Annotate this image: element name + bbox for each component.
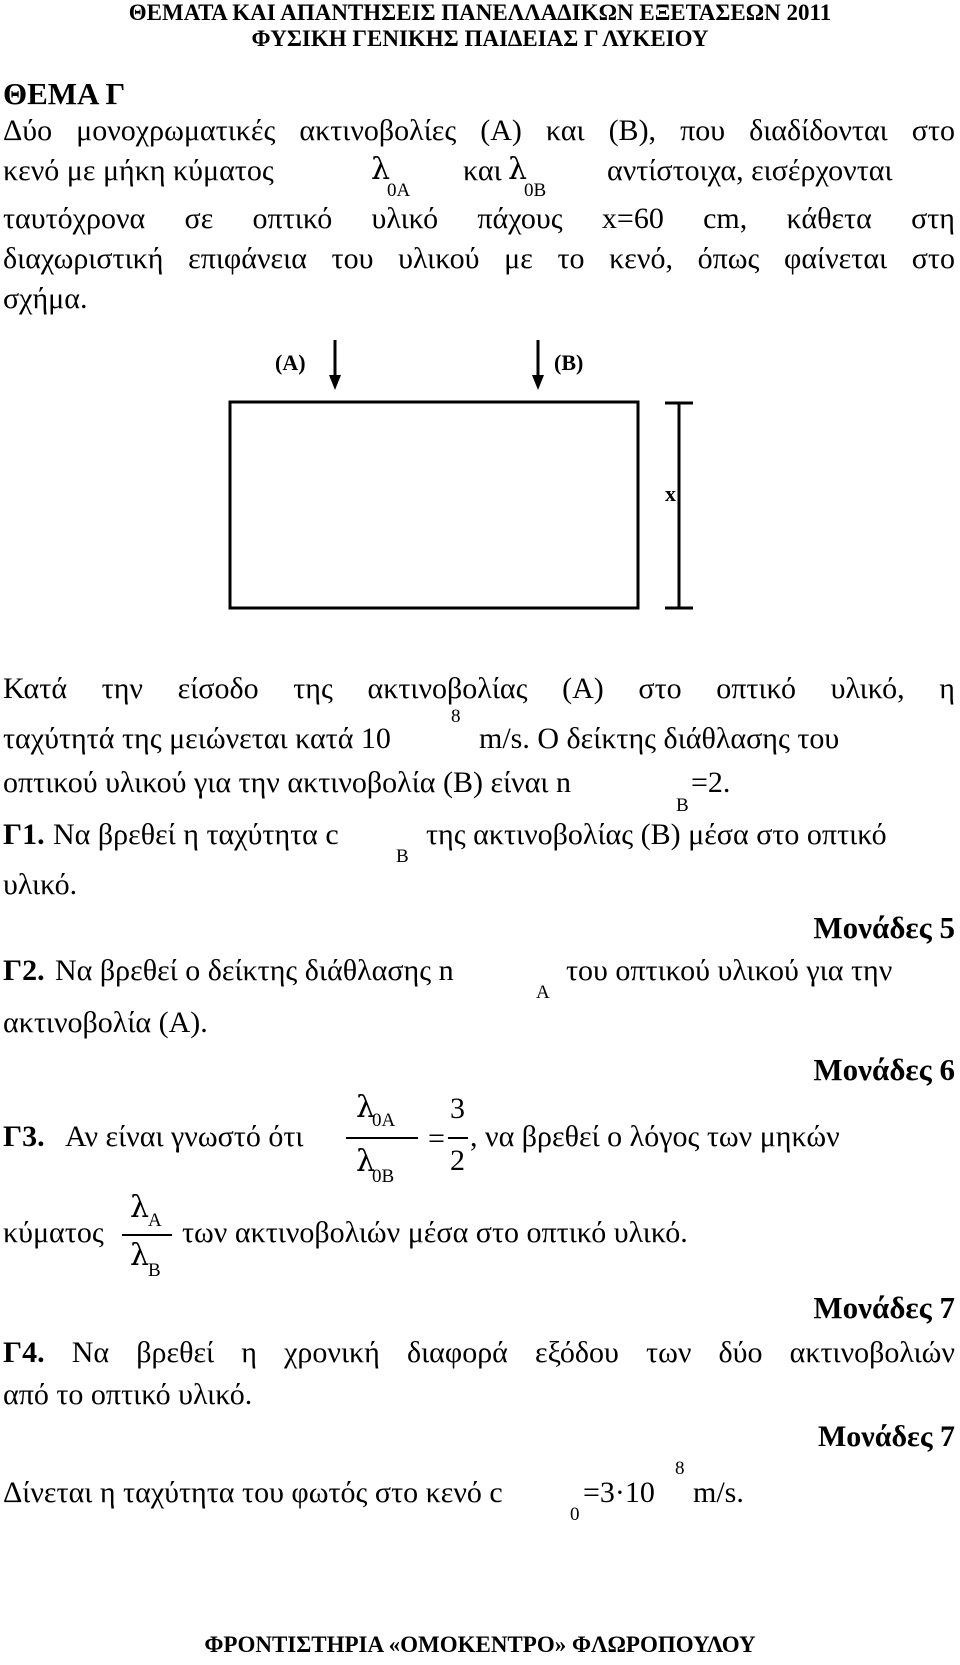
g2-text-b: του οπτικού υλικού για την	[566, 954, 893, 987]
intro-line-4: διαχωριστική επιφάνεια του υλικού με το κενό, όπως φαίνεται στο	[3, 242, 955, 275]
section-title: ΘΕΜΑ Γ	[3, 76, 126, 111]
given-text-b: =3·10	[583, 1476, 655, 1509]
para2-text-b: m/s. Ο δείκτης διάθλασης του	[479, 722, 840, 755]
lambda-symbol: λ	[371, 152, 391, 187]
given-sub-0: 0	[570, 1504, 580, 1525]
subscript-0b: 0B	[524, 180, 547, 201]
label-b: (B)	[554, 350, 584, 375]
footer: ΦΡΟΝΤΙΣΤΗΡΙΑ «ΟΜΟΚΕΝΤΡΟ» ΦΛΩΡΟΠΟΥΛΟΥ	[204, 1632, 756, 1657]
intro-line-2	[3, 152, 955, 201]
g1-line-2: υλικό.	[3, 868, 78, 901]
g3-text-b: , να βρεθεί ο λόγος των μηκών	[470, 1120, 840, 1153]
g1-subscript: B	[396, 846, 409, 867]
para2-line-2	[3, 706, 955, 764]
subscript-0a: 0A	[387, 180, 411, 201]
g2-line-2: ακτινοβολία (Α).	[3, 1006, 208, 1039]
fraction-lambda-den: λ	[356, 1144, 376, 1179]
fraction-2: 2	[450, 1144, 465, 1177]
given-text-c: m/s.	[693, 1476, 744, 1509]
ratio-bar	[122, 1234, 172, 1236]
given-line	[3, 1458, 955, 1525]
g3-number: Γ3.	[3, 1120, 45, 1153]
question-g4	[3, 1338, 955, 1368]
figure-diagram	[0, 340, 960, 630]
label-a: (A)	[275, 350, 306, 375]
lambda-symbol: λ	[508, 152, 528, 187]
intro-line-5: σχήμα.	[3, 282, 88, 315]
ratio-lambda-num: λ	[130, 1190, 150, 1225]
para2-text-c: οπτικού υλικού για την ακτινοβολία (Β) είναι n	[3, 766, 571, 799]
header-line-1: ΘΕΜΑΤΑ ΚΑΙ ΑΠΑΝΤΗΣΕΙΣ ΠΑΝΕΛΛΑΔΙΚΩΝ ΕΞΕΤΑΣΕΩΝ 2011	[128, 0, 832, 25]
fraction-bar	[346, 1137, 418, 1139]
g1-text-a: Να βρεθεί η ταχύτητα c	[53, 818, 339, 851]
intro-text-and: και	[463, 154, 502, 187]
question-g2	[3, 954, 955, 1003]
g2-text-a: Να βρεθεί ο δείκτης διάθλασης n	[55, 954, 454, 987]
g1-text-b: της ακτινοβολίας (Β) μέσα στο οπτικό	[426, 818, 887, 851]
intro-text-c: αντίστοιχα, εισέρχονται	[607, 154, 893, 187]
ratio-lambda-den: λ	[130, 1238, 150, 1273]
given-text-a: Δίνεται η ταχύτητα του φωτός στο κενό c	[3, 1476, 503, 1509]
fraction-3: 3	[450, 1092, 465, 1125]
para2-text-a: ταχύτητά της μειώνεται κατά 10	[3, 722, 391, 755]
g4-text-1: Να βρεθεί η χρονική διαφορά εξόδου των δύο ακτινοβολιών	[71, 1336, 955, 1369]
equals-sign: =	[428, 1122, 445, 1155]
para2-text-d: =2.	[691, 766, 731, 799]
arrow-b-head-icon	[532, 375, 544, 390]
g1-number: Γ1.	[3, 818, 45, 851]
para2-line-1: Κατά την είσοδο της ακτινοβολίας (Α) στο οπτικό υλικό, η	[3, 672, 955, 705]
exponent-8: 8	[451, 706, 461, 727]
arrow-a-head-icon	[329, 375, 341, 390]
g4-number: Γ4.	[3, 1336, 45, 1369]
ratio-sub-b: B	[148, 1260, 161, 1281]
fraction-lambda-num: λ	[356, 1090, 376, 1125]
intro-line-1: Δύο μονοχρωματικές ακτινοβολίες (Α) και (Β), που διαδίδονται στο	[3, 114, 955, 147]
g3-text-c: κύματος	[3, 1216, 104, 1249]
ratio-sub-a: A	[148, 1210, 162, 1231]
g4-line-2: από το οπτικό υλικό.	[3, 1378, 253, 1411]
subscript-b: B	[676, 795, 689, 816]
material-slab	[230, 402, 638, 608]
g2-subscript: A	[536, 982, 550, 1003]
g2-marks: Μονάδες 6	[813, 1052, 955, 1087]
fraction-sub-0a: 0A	[372, 1110, 396, 1131]
g4-marks: Μονάδες 7	[817, 1420, 955, 1453]
given-exp-8: 8	[675, 1458, 685, 1479]
label-x: x	[665, 481, 676, 506]
intro-text-a: κενό με μήκη κύματος	[3, 154, 274, 187]
para2-line-3	[3, 766, 903, 816]
g3-marks: Μονάδες 7	[813, 1290, 955, 1325]
question-g1	[3, 818, 955, 867]
g1-marks: Μονάδες 5	[813, 910, 955, 945]
g3-text-d: των ακτινοβολιών μέσα στο οπτικό υλικό.	[182, 1216, 688, 1249]
g3-text-a: Αν είναι γνωστό ότι	[65, 1120, 304, 1153]
fraction-bar-2	[448, 1137, 468, 1139]
header-line-2: ΦΥΣΙΚΗ ΓΕΝΙΚΗΣ ΠΑΙΔΕΙΑΣ Γ ΛΥΚΕΙΟΥ	[251, 26, 709, 51]
intro-line-3: ταυτόχρονα σε οπτικό υλικό πάχους x=60 cm, κάθετα στη	[3, 202, 955, 235]
g3-line-2	[0, 1190, 960, 1281]
fraction-sub-0b: 0B	[372, 1166, 395, 1187]
g2-number: Γ2.	[3, 954, 45, 987]
